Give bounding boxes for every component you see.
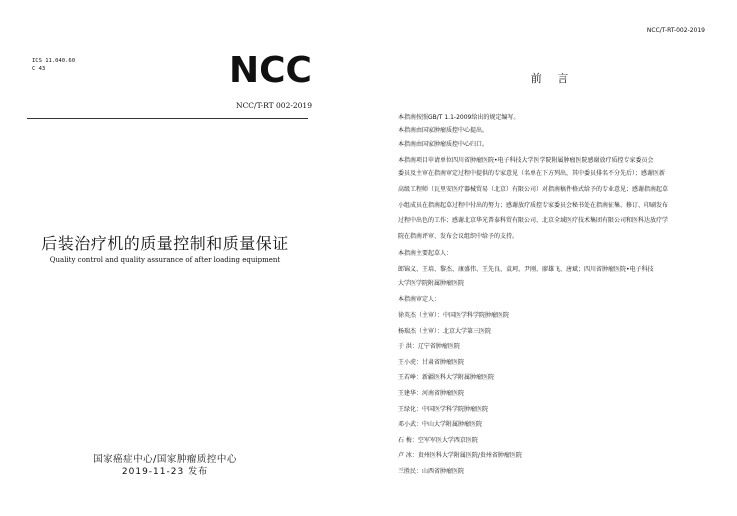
issue-date: 2019-11-23 发布 bbox=[121, 467, 209, 477]
foreword-line: 本指南由国家肿瘤质控中心提出。 bbox=[398, 127, 489, 134]
foreword-line: 过程中出色的工作；感谢北京华光普泰科贸有限公司、北京全域医疗技术集团有限公司和医科达放疗学 bbox=[398, 217, 669, 224]
reviewer-line: 卢 冰：贵州医科大学附属医院/贵州省肿瘤医院 bbox=[398, 452, 522, 459]
reviewer-line: 石 梅：空军军医大学西京医院 bbox=[398, 437, 478, 444]
reviewer-line: 邓小武：中山大学附属肿瘤医院 bbox=[398, 421, 483, 428]
foreword-line: 小组成员在指南起草过程中付出的努力；感谢放疗质控专家委员会秘书处在指南征集、修订、印刷发布 bbox=[398, 202, 669, 209]
reviewer-line: 徐英杰（主审）：中国医学科学院肿瘤医院 bbox=[398, 312, 510, 319]
header-divider bbox=[27, 118, 308, 119]
title-english: Quality control and quality assurance of after loading equipment bbox=[49, 256, 281, 264]
header-standard-number: NCC/T-RT-002-2019 bbox=[646, 27, 705, 34]
cover-page bbox=[0, 0, 368, 516]
foreword-heading: 前 言 bbox=[530, 72, 575, 85]
foreword-line: 本指南审定人： bbox=[398, 296, 441, 303]
foreword-page bbox=[368, 0, 737, 516]
foreword-line: 高级工程师（瓦里安医疗器械贸易（北京）有限公司）对指南稿件格式给予的专业意见；感谢指南起草 bbox=[398, 186, 669, 193]
foreword-line: 本指南按照GB/T 1.1-2009给出的规定编写。 bbox=[398, 114, 520, 121]
standard-number: NCC/T-RT 002-2019 bbox=[236, 101, 312, 110]
class-code: C 43 bbox=[32, 66, 46, 72]
foreword-line: 本指南由国家肿瘤质控中心归口。 bbox=[398, 141, 489, 148]
reviewer-line: 王绿化：中国医学科学院肿瘤医院 bbox=[398, 406, 489, 413]
reviewer-line: 王建华：河南省肿瘤医院 bbox=[398, 390, 465, 397]
foreword-line: 大学医学院附属肿瘤医院 bbox=[398, 280, 465, 287]
ncc-logo: NCC bbox=[229, 50, 312, 91]
reviewer-line: 王若峥：新疆医科大学附属肿瘤医院 bbox=[398, 374, 495, 381]
foreword-line: 本指南主要起草人： bbox=[398, 250, 453, 257]
foreword-line: 委员及主审在指南审定过程中提供的专家意见（名单在下方列出，其中委员排名不分先后）；感谢医新 bbox=[398, 170, 666, 177]
ics-code: ICS 11.040.60 bbox=[32, 58, 76, 64]
reviewer-line: 兰胜民：山西省肿瘤医院 bbox=[398, 468, 465, 475]
reviewer-line: 王小虎：甘肃省肿瘤医院 bbox=[398, 359, 465, 366]
foreword-line: 本指南项目申请单位四川省肿瘤医院•电子科技大学医学院附属肿瘤医院感谢放疗质控专家委员会 bbox=[398, 157, 654, 164]
issuer: 国家癌症中心/国家肿瘤质控中心 bbox=[93, 454, 237, 465]
title-chinese: 后装治疗机的质量控制和质量保证 bbox=[41, 234, 289, 253]
foreword-line: 郎锦义、王培、黎杰、康盛伟、王先良、袁珂、尹刚、廖雄飞、唐斌；四川省肿瘤医院•电子科技 bbox=[398, 266, 654, 273]
foreword-line: 院在指南评审、发布会议组织中给予的支持。 bbox=[398, 233, 519, 240]
reviewer-line: 杨瑞杰（主审）：北京大学第三医院 bbox=[398, 328, 492, 335]
classification-codes bbox=[32, 57, 75, 73]
reviewer-line: 于 洪：辽宁省肿瘤医院 bbox=[398, 343, 460, 350]
